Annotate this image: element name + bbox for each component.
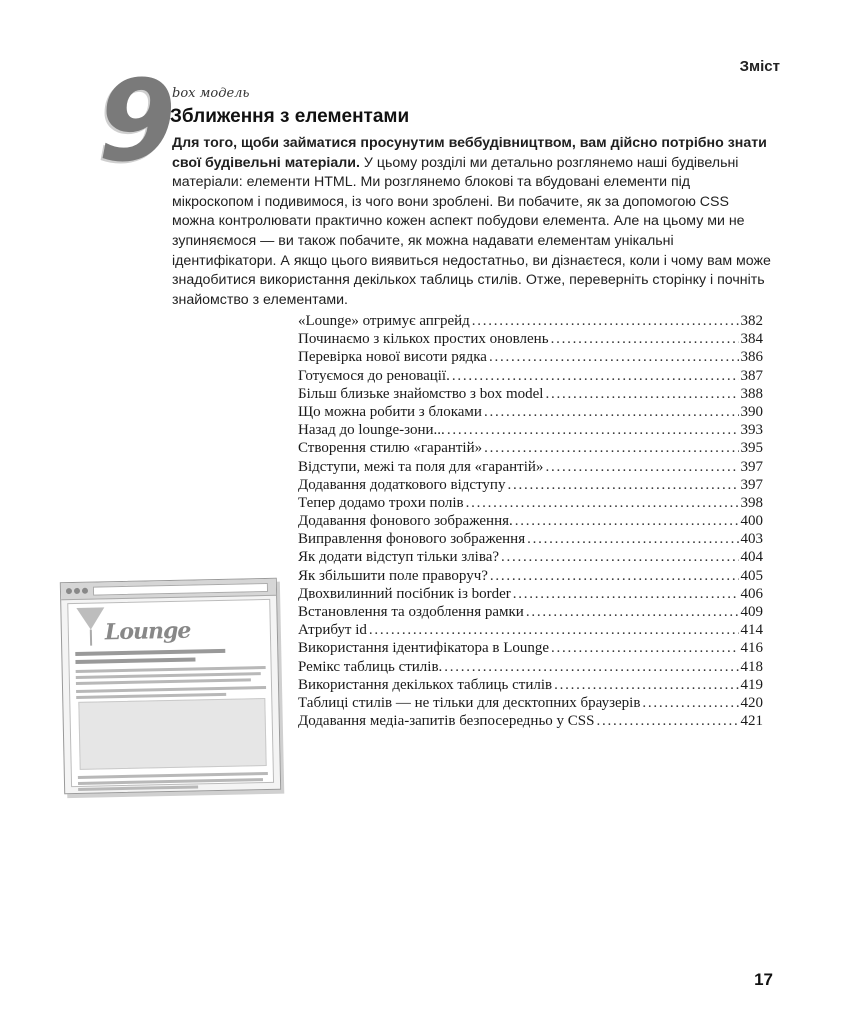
toc-leader-dots <box>444 658 738 676</box>
toc-entry-title: Тепер додамо трохи полів <box>298 494 464 511</box>
toc-leader-dots <box>551 330 739 348</box>
toc-leader-dots <box>501 548 738 566</box>
toc-leader-dots <box>507 476 738 494</box>
toc-leader-dots <box>526 603 739 621</box>
toc-entry-title: Виправлення фонового зображення <box>298 531 526 548</box>
toc-entry-page: 397 <box>740 458 763 475</box>
toc-entry-page: 403 <box>740 531 763 548</box>
toc-leader-dots <box>490 567 739 585</box>
toc-entry-title: Відступи, межі та поля для «гарантій» <box>298 458 544 475</box>
thumbnail-titlebar <box>61 579 276 600</box>
toc-entry <box>298 367 763 385</box>
section-header: Зміст <box>739 58 780 75</box>
toc-entry <box>298 458 763 476</box>
toc-entry-page: 384 <box>740 331 763 348</box>
toc-entry <box>298 676 763 694</box>
page-number: 17 <box>754 970 773 989</box>
toc-entry <box>298 530 763 548</box>
toc-entry-title: Готуємося до реновації. <box>298 367 450 384</box>
toc-leader-dots <box>513 585 739 603</box>
toc-leader-dots <box>554 676 738 694</box>
toc-leader-dots <box>484 439 738 457</box>
toc-leader-dots <box>551 639 738 657</box>
toc-entry-title: Атрибут id <box>298 622 367 639</box>
toc-entry <box>298 512 763 530</box>
toc-leader-dots <box>472 312 739 330</box>
toc-entry-title: Додавання додаткового відступу <box>298 476 506 493</box>
intro-lead: Для того, щоби займатися просунутим веббудівництвом, вам дійсно потрібно знати свої будівельні матеріали. <box>172 135 767 171</box>
toc-entry-title: Встановлення та оздоблення рамки <box>298 604 524 620</box>
toc-entry-page: 388 <box>740 385 763 402</box>
toc-entry <box>298 567 763 585</box>
toc-entry-page: 418 <box>740 658 763 675</box>
toc-entry <box>298 403 763 421</box>
toc-entry-title: Що можна робити з блоками <box>298 403 482 420</box>
toc-entry-page: 406 <box>740 585 763 602</box>
toc-entry <box>298 658 763 676</box>
toc-entry <box>298 476 763 494</box>
chapter-intro <box>172 134 772 310</box>
toc-entry-title: Двохвилинний посібник із border <box>298 585 511 602</box>
toc-entry <box>298 639 763 657</box>
thumbnail-logo: Lounge <box>104 617 191 646</box>
toc-entry-page: 421 <box>740 713 763 730</box>
toc-entry-page: 404 <box>740 549 763 566</box>
toc-leader-dots <box>515 512 739 530</box>
toc-entry-title: Використання ідентифікатора в Lounge <box>298 640 550 657</box>
toc-entry <box>298 494 763 512</box>
toc-entry <box>298 712 763 730</box>
toc-entry-page: 420 <box>740 694 763 711</box>
toc-leader-dots <box>466 494 739 512</box>
toc-leader-dots <box>452 367 739 385</box>
browser-thumbnail <box>60 578 281 794</box>
toc-leader-dots <box>527 530 738 548</box>
toc-entry-page: 405 <box>740 567 763 584</box>
toc-entry <box>298 312 763 330</box>
toc-entry-title: Як збільшити поле праворуч? <box>298 567 488 584</box>
toc-entry <box>298 621 763 639</box>
chapter-number: 9 <box>98 57 176 187</box>
toc-entry-title: Використання декількох таблиць стилів <box>298 676 553 693</box>
toc-entry-page: 419 <box>740 676 763 693</box>
toc-list <box>298 312 763 730</box>
toc-entry-title: Більш близьке знайомство з box model <box>298 385 544 402</box>
toc-entry-page: 409 <box>740 604 763 620</box>
chapter-title: Зближення з елементами <box>170 106 410 127</box>
toc-entry <box>298 694 763 712</box>
toc-entry-page: 400 <box>740 513 763 530</box>
toc-entry <box>298 421 763 439</box>
toc-leader-dots <box>484 403 739 421</box>
toc-entry-page: 414 <box>740 622 763 639</box>
toc-entry-page: 382 <box>740 313 763 329</box>
toc-entry-page: 387 <box>740 367 763 384</box>
toc-entry-page: 390 <box>740 403 763 420</box>
toc-leader-dots <box>447 421 739 439</box>
toc-entry-page: 397 <box>740 476 763 493</box>
toc-entry-title: Таблиці стилів — не тільки для десктопних браузерів <box>298 694 641 711</box>
chapter-kicker: box модель <box>172 86 250 101</box>
toc-entry-page: 393 <box>740 422 763 439</box>
toc-entry-title: «Lounge» отримує апгрейд <box>298 313 470 329</box>
cocktail-glass-icon <box>76 607 104 630</box>
toc-entry-page: 416 <box>740 640 763 657</box>
intro-body: У цьому розділі ми детально розглянемо наші будівельні матеріали: елементи HTML. Ми розглянемо блокові та вбудовані елементи під мікроскопом і подивимося, із чого вони зроблені. Ви побачите, як за допомогою CSS можна контролювати практично кожен аспект побудови елемента. Але на цьому ми не зупиняємося — ви також побачите, як можна надавати елементам унікальні ідентифікатори. А якщо цього виявиться недостатньо, ви дізнаєтеся, коли і чому вам може знадобитися використання декількох таблиць стилів. Отже, переверніть сторінку і почніть знайомство з елементами. <box>172 154 771 308</box>
toc-leader-dots <box>642 694 738 712</box>
toc-entry-title: Додавання фонового зображення. <box>298 513 513 530</box>
toc-entry-title: Назад до lounge-зони... <box>298 422 445 439</box>
toc-leader-dots <box>596 712 738 730</box>
toc-leader-dots <box>545 458 738 476</box>
toc-entry-title: Ремікс таблиць стилів. <box>298 658 443 675</box>
toc-entry <box>298 585 763 603</box>
toc-entry-title: Як додати відступ тільки зліва? <box>298 549 500 566</box>
toc-entry-title: Перевірка нової висоти рядка <box>298 349 487 366</box>
toc-entry <box>298 330 763 348</box>
toc-leader-dots <box>369 621 739 639</box>
toc-entry <box>298 348 763 366</box>
toc-entry-page: 395 <box>740 440 763 457</box>
toc-entry <box>298 385 763 403</box>
toc-leader-dots <box>489 348 739 366</box>
toc-entry <box>298 548 763 566</box>
toc-entry <box>298 439 763 457</box>
toc-entry <box>298 603 763 621</box>
toc-entry-page: 398 <box>740 494 763 511</box>
toc-entry-page: 386 <box>740 349 763 366</box>
thumbnail-content <box>67 599 274 787</box>
toc-entry-title: Створення стилю «гарантій» <box>298 440 483 457</box>
toc-entry-title: Додавання медіа-запитів безпосередньо у CSS <box>298 713 595 730</box>
toc-entry-title: Починаємо з кількох простих оновлень <box>298 331 549 348</box>
toc-leader-dots <box>545 385 738 403</box>
